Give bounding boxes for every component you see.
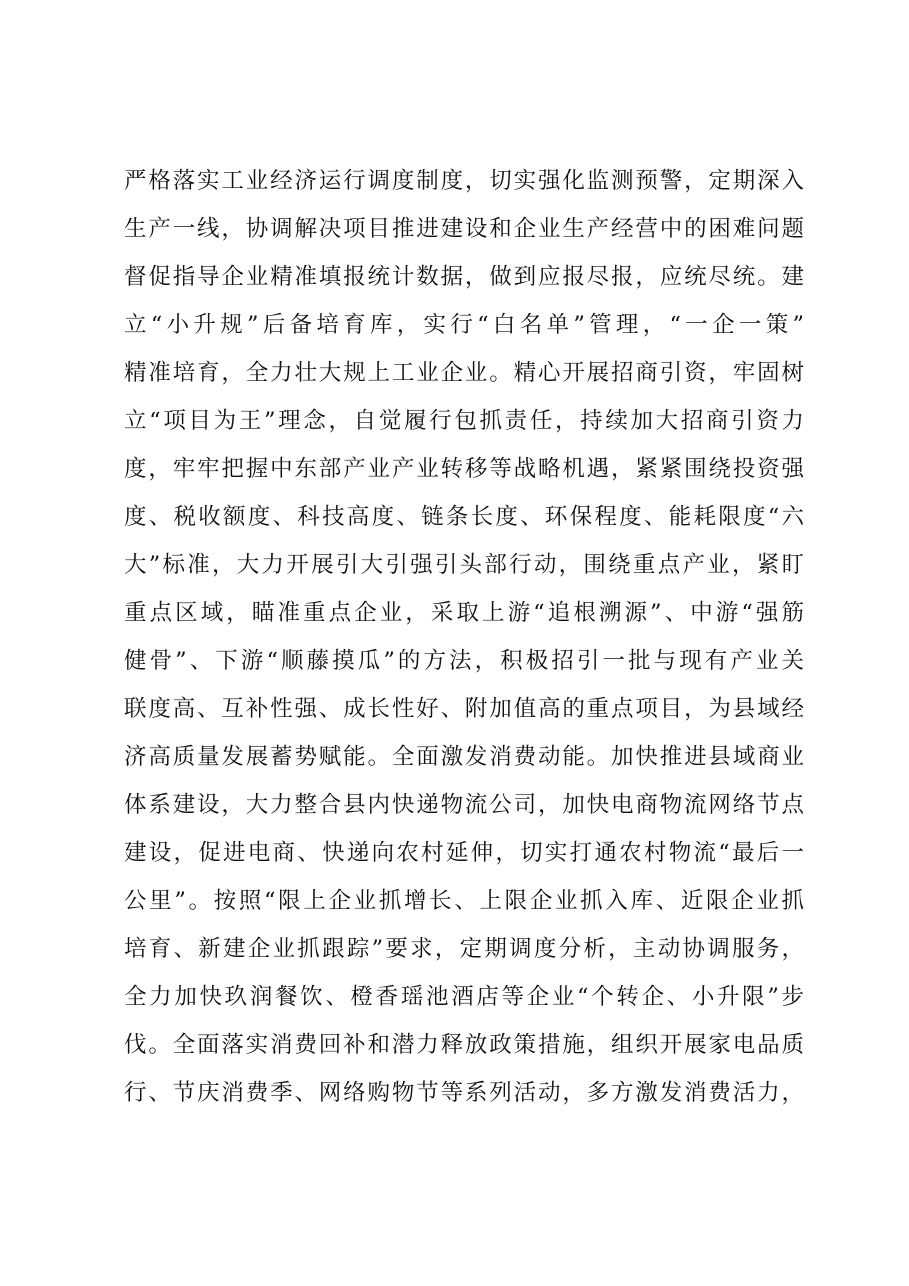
text-line-7: 度，牢牢把握中东部产业产业转移等战略机遇，紧紧围绕投资强 [124, 456, 804, 482]
text-line-5: 精准培育，全力壮大规上工业企业。精心开展招商引资，牢固树 [124, 360, 804, 386]
text-line-19: 伐。全面落实消费回补和潜力释放政策措施，组织开展家电品质 [124, 1032, 804, 1058]
body-paragraph [124, 157, 804, 1117]
text-line-3: 督促指导企业精准填报统计数据，做到应报尽报，应统尽统。建 [124, 264, 804, 290]
text-line-8: 度、税收额度、科技高度、链条长度、环保程度、能耗限度“六 [124, 504, 804, 530]
text-line-17: 培育、新建企业抓跟踪”要求，定期调度分析，主动协调服务， [124, 936, 804, 962]
text-line-9: 大”标准，大力开展引大引强引头部行动，围绕重点产业，紧盯 [124, 552, 804, 578]
text-line-1: 严格落实工业经济运行调度制度，切实强化监测预警，定期深入 [124, 168, 804, 194]
text-line-16: 公里”。按照“限上企业抓增长、上限企业抓入库、近限企业抓 [124, 888, 804, 914]
text-line-20: 行、节庆消费季、网络购物节等系列活动，多方激发消费活力， [124, 1080, 804, 1106]
text-line-2: 生产一线，协调解决项目推进建设和企业生产经营中的困难问题 [124, 216, 804, 242]
text-line-18: 全力加快玖润餐饮、橙香瑶池酒店等企业“个转企、小升限”步 [124, 984, 804, 1010]
text-line-15: 建设，促进电商、快递向农村延伸，切实打通农村物流“最后一 [124, 840, 804, 866]
text-line-10: 重点区域，瞄准重点企业，采取上游“追根溯源”、中游“强筋 [124, 600, 804, 626]
text-line-12: 联度高、互补性强、成长性好、附加值高的重点项目，为县域经 [124, 696, 804, 722]
text-line-4: 立“小升规”后备培育库，实行“白名单”管理，“一企一策” [124, 312, 804, 338]
text-line-11: 健骨”、下游“顺藤摸瓜”的方法，积极招引一批与现有产业关 [124, 648, 804, 674]
text-line-6: 立“项目为王”理念，自觉履行包抓责任，持续加大招商引资力 [124, 408, 804, 434]
text-line-14: 体系建设，大力整合县内快递物流公司，加快电商物流网络节点 [124, 792, 804, 818]
text-line-13: 济高质量发展蓄势赋能。全面激发消费动能。加快推进县域商业 [124, 744, 804, 770]
